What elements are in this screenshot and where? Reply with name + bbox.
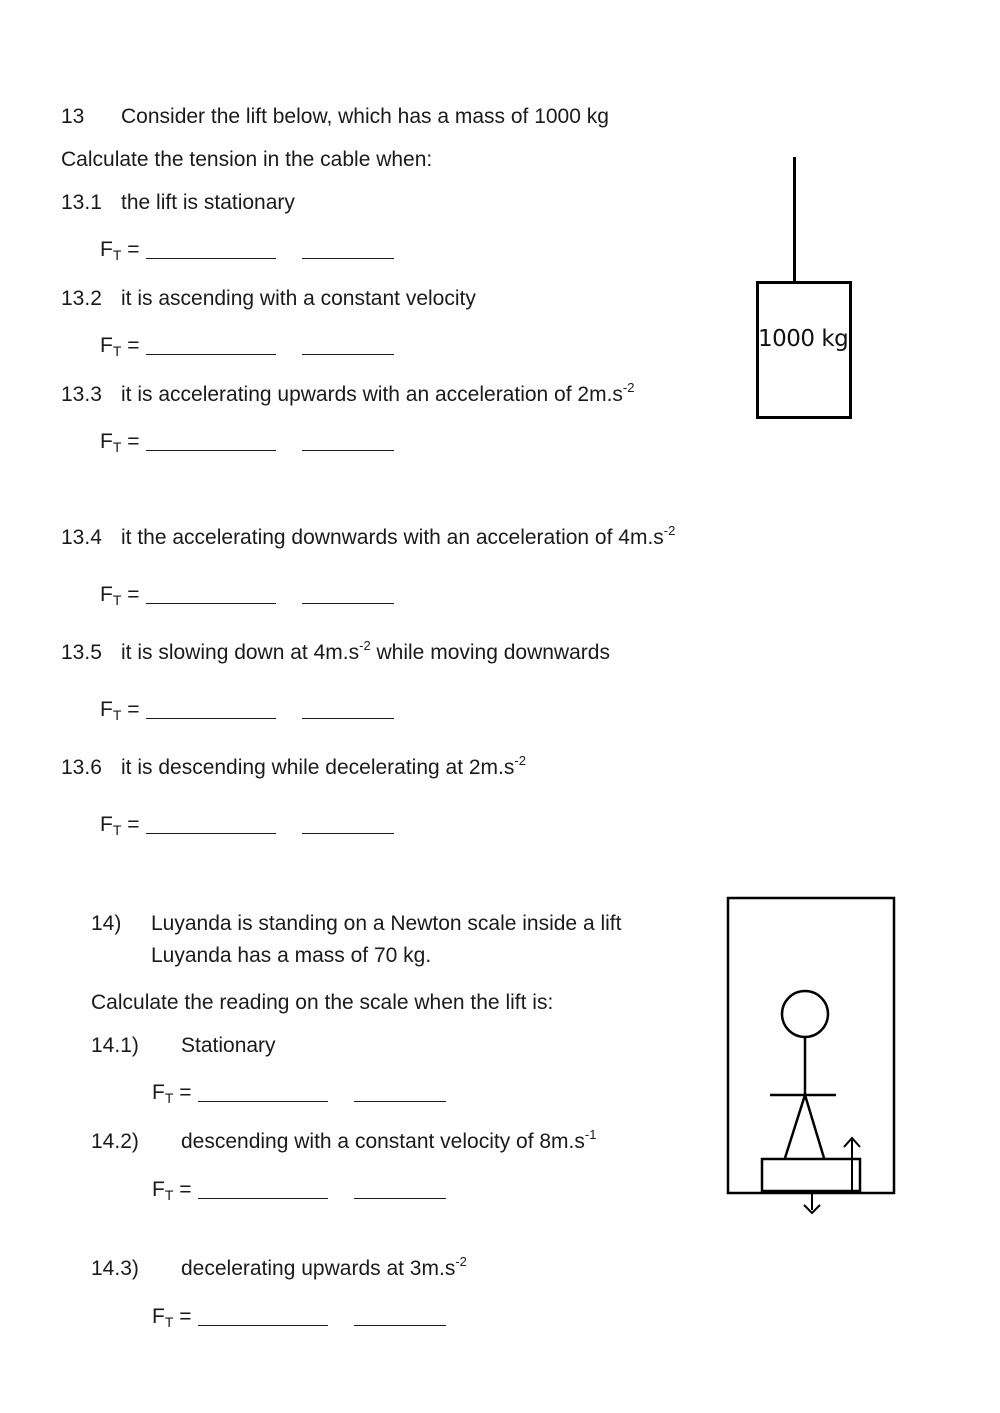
answer-value-blank[interactable] <box>146 334 276 355</box>
person-left-leg <box>785 1095 805 1158</box>
item-number: 13.5 <box>61 641 102 664</box>
q13-answer-3 <box>100 430 394 454</box>
equals-sign: = <box>127 698 140 721</box>
force-symbol: F <box>100 698 113 721</box>
item-number: 14.1) <box>91 1034 139 1057</box>
item-number: 13.1 <box>61 191 102 214</box>
force-subscript: T <box>112 592 122 608</box>
q13-answer-6 <box>100 813 394 837</box>
answer-value-blank[interactable] <box>146 238 276 259</box>
equals-sign: = <box>127 334 140 357</box>
answer-value-blank[interactable] <box>146 430 276 451</box>
force-symbol: F <box>100 583 113 606</box>
answer-value-blank[interactable] <box>198 1178 328 1199</box>
q13-item-4 <box>61 523 676 550</box>
q14-answer-1 <box>152 1081 446 1105</box>
q13-answer-2 <box>100 334 394 358</box>
answer-unit-blank[interactable] <box>354 1305 446 1326</box>
item-exponent: -2 <box>622 380 635 395</box>
force-symbol: F <box>152 1305 165 1328</box>
answer-unit-blank[interactable] <box>302 238 394 259</box>
item-exponent: -2 <box>455 1254 467 1269</box>
answer-unit-blank[interactable] <box>302 698 394 719</box>
force-subscript: T <box>164 1187 174 1203</box>
item-text: it is slowing down at 4m.s <box>121 641 360 664</box>
answer-value-blank[interactable] <box>146 698 276 719</box>
answer-unit-blank[interactable] <box>354 1081 446 1102</box>
item-number: 13.6 <box>61 756 102 779</box>
q14-answer-2 <box>152 1178 446 1202</box>
lift-person-diagram <box>720 890 910 1220</box>
person-right-leg <box>805 1095 824 1158</box>
q13-item-2 <box>61 287 476 311</box>
force-symbol: F <box>100 334 113 357</box>
q14-intro-line1: Luyanda is standing on a Newton scale inside a lift <box>151 912 622 935</box>
q14-intro-line2: Luyanda has a mass of 70 kg. <box>151 944 432 967</box>
q14-item-3 <box>91 1254 467 1281</box>
answer-value-blank[interactable] <box>146 813 276 834</box>
q13-item-3 <box>61 380 635 407</box>
item-number: 13.3 <box>61 383 102 406</box>
equals-sign: = <box>179 1178 192 1201</box>
q13-heading <box>61 105 609 129</box>
force-subscript: T <box>112 439 122 455</box>
q13-item-6 <box>61 753 526 780</box>
force-symbol: F <box>152 1081 165 1104</box>
answer-value-blank[interactable] <box>198 1081 328 1102</box>
force-symbol: F <box>152 1178 165 1201</box>
q13-answer-4 <box>100 583 394 607</box>
item-number: 13.2 <box>61 287 102 310</box>
q13-instruction: Calculate the tension in the cable when: <box>61 148 433 171</box>
q13-answer-1 <box>100 238 394 262</box>
force-symbol: F <box>100 238 113 261</box>
item-text: Stationary <box>181 1034 276 1057</box>
equals-sign: = <box>127 430 140 453</box>
item-exponent: -2 <box>514 753 526 768</box>
force-subscript: T <box>164 1090 174 1106</box>
force-subscript: T <box>164 1314 174 1330</box>
answer-unit-blank[interactable] <box>302 813 394 834</box>
item-text: it is accelerating upwards with an acceleration of 2m.s <box>121 383 623 406</box>
force-subscript: T <box>112 822 122 838</box>
newton-scale <box>762 1159 860 1191</box>
item-exponent: -1 <box>584 1127 597 1142</box>
force-symbol: F <box>100 430 113 453</box>
answer-value-blank[interactable] <box>146 583 276 604</box>
item-number: 14.3) <box>91 1257 139 1280</box>
q14-item-1 <box>91 1034 276 1058</box>
answer-unit-blank[interactable] <box>302 583 394 604</box>
item-number: 13.4 <box>61 526 102 549</box>
q13-item-5 <box>61 638 610 665</box>
equals-sign: = <box>179 1081 192 1104</box>
q13-intro: Consider the lift below, which has a mass of 1000 kg <box>121 105 609 128</box>
q14-number: 14) <box>91 912 122 935</box>
lift-mass-label: 1000 kg <box>758 326 849 352</box>
item-text: descending with a constant velocity of 8m.s <box>181 1130 585 1153</box>
force-subscript: T <box>112 343 122 359</box>
answer-value-blank[interactable] <box>198 1305 328 1326</box>
answer-unit-blank[interactable] <box>354 1178 446 1199</box>
item-text: it is descending while decelerating at 2m.s <box>121 756 515 779</box>
q13-answer-5 <box>100 698 394 722</box>
item-exponent: -2 <box>663 523 676 538</box>
equals-sign: = <box>127 238 140 261</box>
equals-sign: = <box>127 813 140 836</box>
answer-unit-blank[interactable] <box>302 430 394 451</box>
item-number: 14.2) <box>91 1130 139 1153</box>
person-head <box>782 991 828 1037</box>
item-text: the lift is stationary <box>121 191 295 214</box>
item-text: it the accelerating downwards with an acceleration of 4m.s <box>121 526 664 549</box>
item-exponent: -2 <box>359 638 371 653</box>
q13-number: 13 <box>61 105 85 128</box>
q14-heading <box>91 912 621 936</box>
lift-outline <box>728 898 894 1193</box>
force-subscript: T <box>112 247 122 263</box>
item-text: decelerating upwards at 3m.s <box>181 1257 456 1280</box>
q14-item-2 <box>91 1127 597 1154</box>
lift-cable <box>793 157 796 281</box>
answer-unit-blank[interactable] <box>302 334 394 355</box>
force-subscript: T <box>112 707 122 723</box>
q14-answer-3 <box>152 1305 446 1329</box>
q13-item-1 <box>61 191 295 215</box>
item-text-after: while moving downwards <box>370 641 610 664</box>
force-symbol: F <box>100 813 113 836</box>
equals-sign: = <box>179 1305 192 1328</box>
q14-instruction: Calculate the reading on the scale when the lift is: <box>91 991 554 1014</box>
item-text: it is ascending with a constant velocity <box>121 287 476 310</box>
equals-sign: = <box>127 583 140 606</box>
